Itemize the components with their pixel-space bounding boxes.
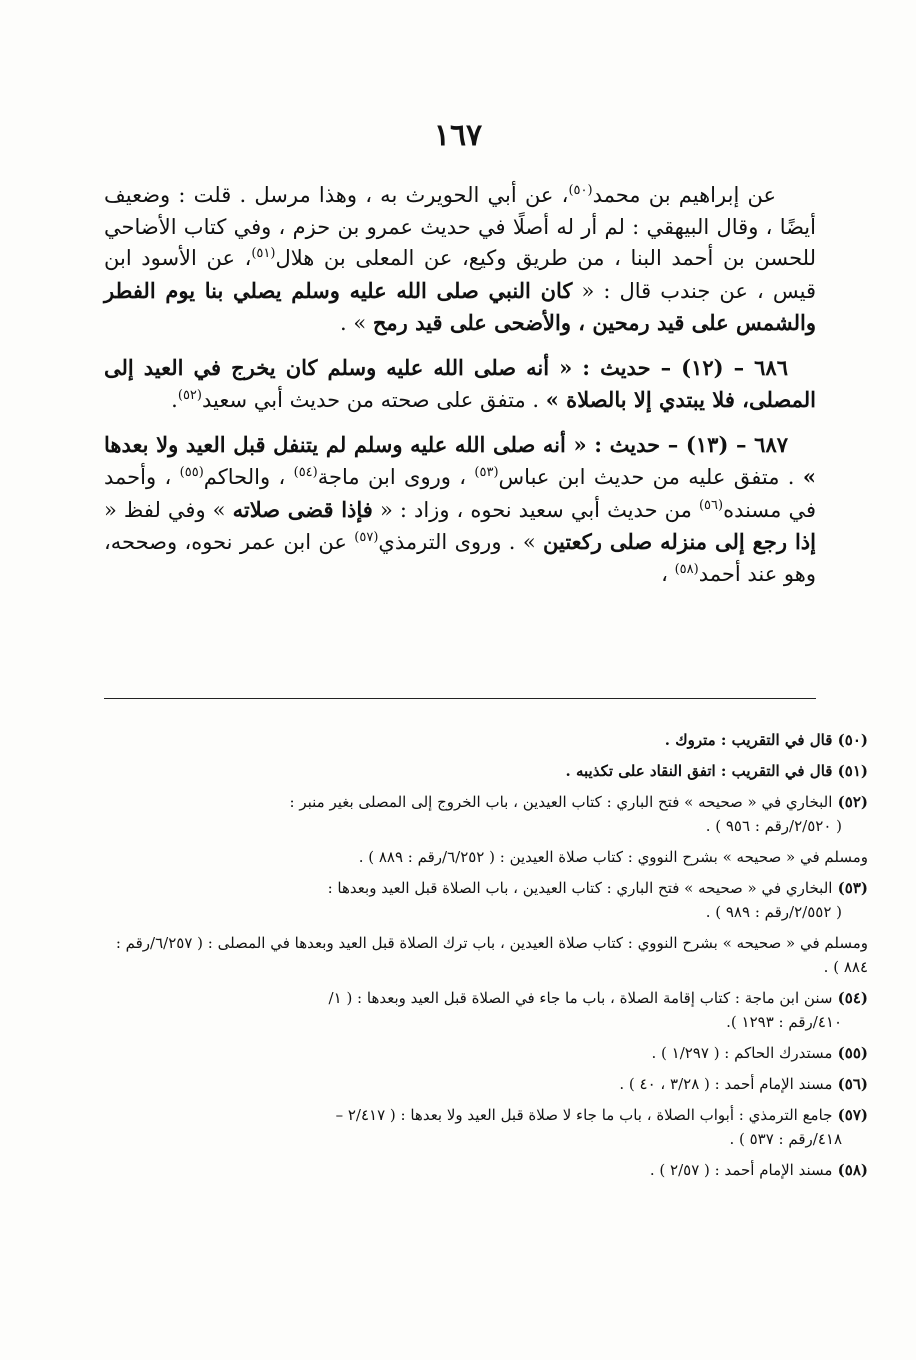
text-segment: . — [171, 388, 178, 412]
footnote-ref[interactable]: (٥٥) — [179, 465, 204, 480]
text-segment: . متفق عليه من حديث ابن عباس — [498, 465, 795, 489]
hadith-quote: فإذا قضى صلاته — [232, 496, 373, 522]
text-segment: » وفي لفظ « — [104, 497, 226, 522]
footnote-text: قال في التقريب : متروك . — [664, 731, 833, 749]
footnote — [104, 1103, 868, 1151]
text-segment: ، وأحمد في مسنده — [104, 465, 817, 522]
footnote — [104, 986, 868, 1034]
text-segment: من حديث أبي سعيد نحوه ، وزاد : « — [379, 497, 692, 522]
footnote — [104, 759, 868, 783]
footnote-number: (٥٥) — [832, 1044, 868, 1062]
footnote-continuation: ( ٢/٥٥٢/رقم : ٩٨٩ ) . — [705, 903, 842, 921]
footnote-text: مستدرك الحاكم : ( ١/٢٩٧ ) . — [651, 1044, 833, 1062]
footnote — [104, 790, 868, 838]
footnote-number: (٥٣) — [832, 879, 868, 897]
paragraph-686 — [104, 352, 816, 417]
text-segment: عن إبراهيم بن محمد — [592, 183, 777, 207]
footnote-continuation: ٤١٨/رقم : ٥٣٧ ) . — [729, 1130, 842, 1148]
footnote-divider — [104, 698, 816, 699]
footnote-text: قال في التقريب : اتفق النقاد على تكذيبه . — [565, 762, 833, 780]
footnote-number: (٥٧) — [832, 1106, 868, 1124]
footnote-continuation: ( ٢/٥٢٠/رقم : ٩٥٦ ) . — [705, 817, 842, 835]
footnote-ref[interactable]: (٥٣) — [474, 465, 499, 480]
text-segment: ، — [661, 561, 668, 586]
text-segment: ، وروى ابن ماجة — [317, 465, 467, 489]
footnote-text: ومسلم في « صحيحه » بشرح النووي : كتاب صلاة العيدين : ( ٦/٢٥٢/رقم : ٨٨٩ ) . — [358, 848, 868, 866]
footnote-text: مسند الإمام أحمد : ( ٣/٢٨ ، ٤٠ ) . — [619, 1075, 833, 1093]
footnote-ref[interactable]: (٥٠) — [568, 183, 593, 198]
text-segment: ، عن أبي الحويرث به ، وهذا مرسل . قلت : وضعيف أيضًا ، وقال البيهقي : لم أر له أصلًا في حديث عمرو بن حزم ، وفي كتاب الأضاحي للحسن بن أحمد البنا ، من طريق وكيع، عن المعلى بن هلال — [104, 183, 816, 270]
text-segment: » . وروى الترمذي — [378, 530, 536, 554]
hadith-heading: ٦٨٧ – (١٣) – حديث : « أنه صلى الله عليه وسلم لم يتنفل قبل العيد ولا بعدها » — [104, 431, 816, 489]
footnote — [104, 1072, 868, 1096]
footnotes-section — [104, 728, 868, 1189]
footnote — [104, 1041, 868, 1065]
text-segment: . متفق على صحته من حديث أبي سعيد — [201, 388, 540, 412]
footnote-text: سنن ابن ماجة : كتاب إقامة الصلاة ، باب ما جاء في الصلاة قبل العيد وبعدها : ( ١/ — [328, 989, 833, 1007]
footnote-continuation: ٤١٠/رقم : ١٢٩٣ ). — [726, 1013, 842, 1031]
footnote — [104, 931, 868, 979]
footnote-ref[interactable]: (٥٢) — [177, 388, 202, 403]
footnote-ref[interactable]: (٥٦) — [698, 497, 724, 513]
footnote-number: (٥٨) — [832, 1161, 868, 1179]
main-text — [104, 180, 816, 602]
footnote-number: (٥٦) — [832, 1075, 868, 1093]
footnote — [104, 845, 868, 869]
footnote — [104, 728, 868, 752]
footnote-number: (٥٤) — [832, 989, 868, 1007]
hadith-quote: كان النبي صلى الله عليه وسلم يصلي بنا يوم الفطر والشمس على قيد رمحين ، والأضحى على قيد رمح — [104, 277, 816, 335]
footnote-ref[interactable]: (٥٧) — [354, 530, 379, 545]
text-segment: عن ابن عمر نحوه، وصححه، وهو عند أحمد — [104, 530, 816, 586]
footnote-text: جامع الترمذي : أبواب الصلاة ، باب ما جاء لا صلاة قبل العيد ولا بعدها : ( ٢/٤١٧ – — [335, 1106, 833, 1124]
footnote-text: البخاري في « صحيحه » فتح الباري : كتاب العيدين ، باب الصلاة قبل العيد وبعدها : — [327, 879, 833, 897]
footnote-text: ومسلم في « صحيحه » بشرح النووي : كتاب صلاة العيدين ، باب ترك الصلاة قبل العيد وبعدها في المصلى : ( ٦/٢٥٧/رقم : ٨٨٤ ) . — [115, 934, 868, 976]
footnote-number: (٥٠) — [832, 731, 868, 749]
text-segment: ، عن الأسود ابن قيس ، عن جندب قال : « — [104, 246, 816, 303]
hadith-heading: ٦٨٦ – (١٢) – حديث : « أنه صلى الله عليه وسلم كان يخرج في العيد إلى المصلى، فلا يبتدي إلا بالصلاة » — [104, 354, 816, 412]
footnote-text: مسند الإمام أحمد : ( ٢/٥٧ ) . — [649, 1161, 833, 1179]
footnote-ref[interactable]: (٥١) — [251, 246, 276, 261]
page-number: ١٦٧ — [433, 118, 483, 153]
footnote-number: (٥١) — [832, 762, 868, 780]
footnote — [104, 876, 868, 924]
text-segment: ، والحاكم — [203, 465, 286, 489]
footnote-ref[interactable]: (٥٨) — [674, 561, 699, 577]
paragraph-1 — [104, 180, 816, 340]
footnote-number: (٥٢) — [832, 793, 868, 811]
footnote-ref[interactable]: (٥٤) — [293, 465, 318, 480]
paragraph-687 — [104, 429, 816, 591]
hadith-quote: إذا رجع إلى منزله صلى ركعتين — [543, 529, 816, 554]
footnote-text: البخاري في « صحيحه » فتح الباري : كتاب العيدين ، باب الخروج إلى المصلى بغير منبر : — [289, 793, 833, 811]
text-segment: » . — [339, 311, 367, 335]
footnote — [104, 1158, 868, 1182]
